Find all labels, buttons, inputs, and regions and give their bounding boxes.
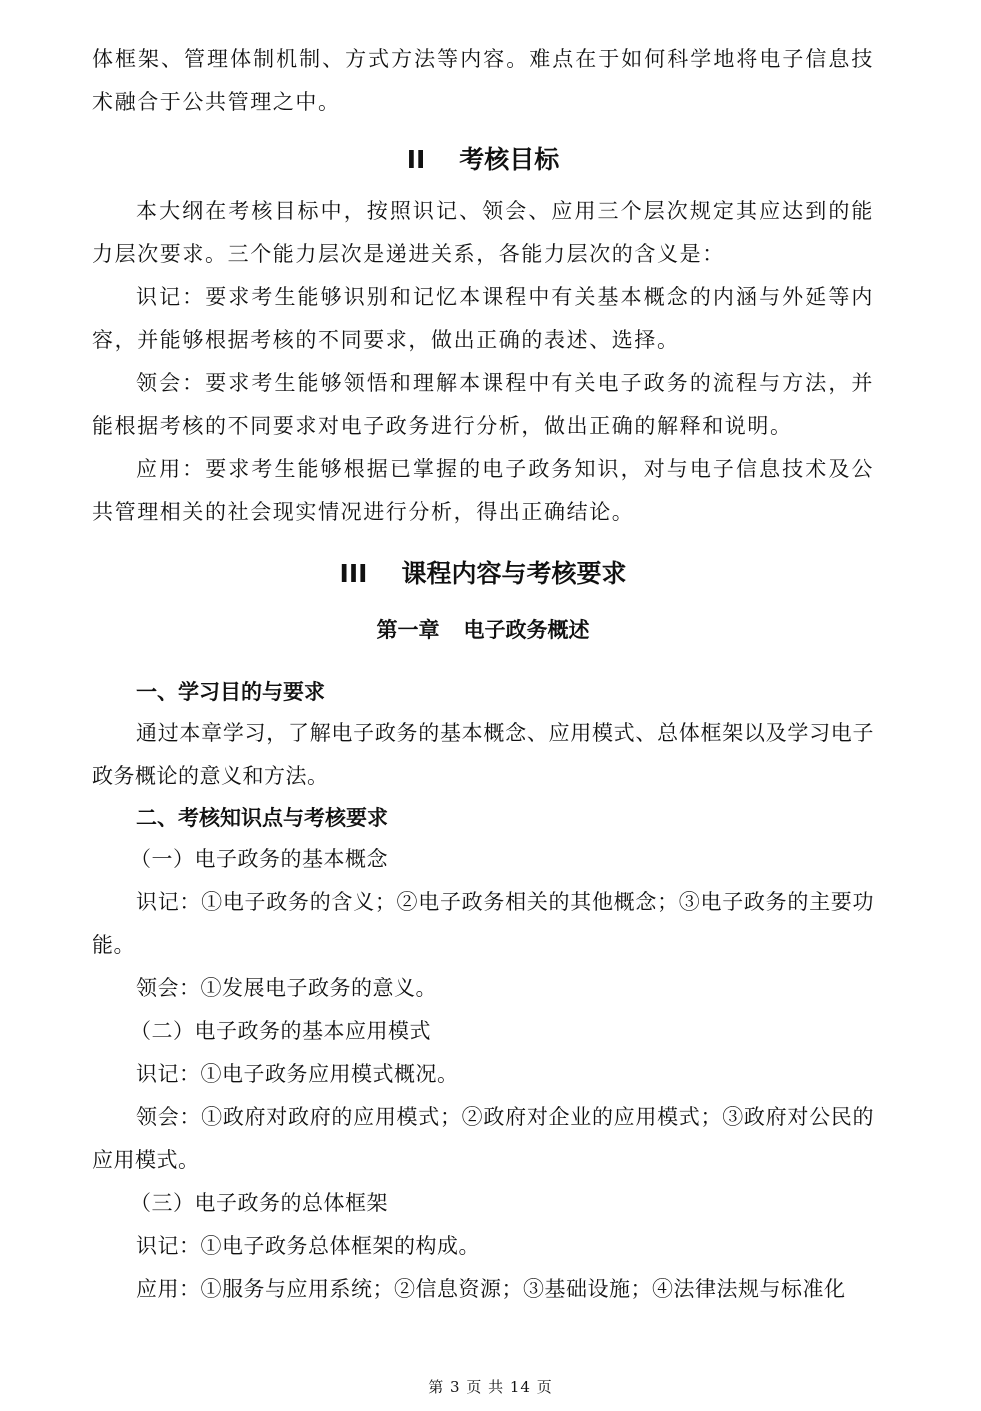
subsection-3-application: 应用：①服务与应用系统；②信息资源；③基础设施；④法律法规与标准化 — [136, 1277, 846, 1301]
section-2-heading — [92, 142, 874, 178]
subsection-2-title: （二）电子政务的基本应用模式 — [130, 1019, 431, 1043]
subsection-1-comprehension: 领会：①发展电子政务的意义。 — [136, 976, 437, 1000]
section-2-numeral: II — [406, 145, 426, 174]
intro-continued-paragraph: 体框架、管理体制机制、方式方法等内容。难点在于如何科学地将电子信息技术融合于公共管理之中。 — [92, 47, 874, 114]
objectives-intro-paragraph: 本大纲在考核目标中，按照识记、领会、应用三个层次规定其应达到的能力层次要求。三个能力层次是递进关系，各能力层次的含义是： — [92, 199, 874, 266]
application-definition-paragraph: 应用：要求考生能够根据已掌握的电子政务知识，对与电子信息技术及公共管理相关的社会现实情况进行分析，得出正确结论。 — [92, 457, 874, 524]
subsection-2-recall: 识记：①电子政务应用模式概况。 — [136, 1062, 459, 1086]
learning-goals-paragraph: 通过本章学习，了解电子政务的基本概念、应用模式、总体框架以及学习电子政务概论的意义和方法。 — [92, 721, 874, 788]
section-2-title: 考核目标 — [459, 145, 560, 174]
chapter-1-heading — [92, 612, 874, 648]
section-3-title: 课程内容与考核要求 — [401, 559, 627, 588]
recall-definition-paragraph: 识记：要求考生能够识别和记忆本课程中有关基本概念的内涵与外延等内容，并能够根据考核的不同要求，做出正确的表述、选择。 — [92, 285, 874, 352]
chapter-1-title: 电子政务概述 — [463, 618, 590, 642]
subsection-3-title: （三）电子政务的总体框架 — [130, 1191, 388, 1215]
chapter-1-label: 第一章 — [376, 618, 440, 642]
document-page — [92, 38, 874, 1311]
comprehension-definition-paragraph: 领会：要求考生能够领悟和理解本课程中有关电子政务的流程与方法，并能根据考核的不同要求对电子政务进行分析，做出正确的解释和说明。 — [92, 371, 874, 438]
learning-goals-heading: 一、学习目的与要求 — [136, 680, 325, 704]
assessment-points-heading: 二、考核知识点与考核要求 — [136, 806, 388, 830]
section-3-heading — [92, 556, 874, 592]
subsection-1-title: （一）电子政务的基本概念 — [130, 847, 388, 871]
subsection-3-recall: 识记：①电子政务总体框架的构成。 — [136, 1234, 480, 1258]
section-3-numeral: III — [339, 559, 368, 588]
page-footer: 第 3 页 共 14 页 — [428, 1378, 553, 1396]
subsection-1-recall: 识记：①电子政务的含义；②电子政务相关的其他概念；③电子政务的主要功能。 — [92, 890, 874, 957]
subsection-2-comprehension: 领会：①政府对政府的应用模式；②政府对企业的应用模式；③政府对公民的应用模式。 — [92, 1105, 874, 1172]
